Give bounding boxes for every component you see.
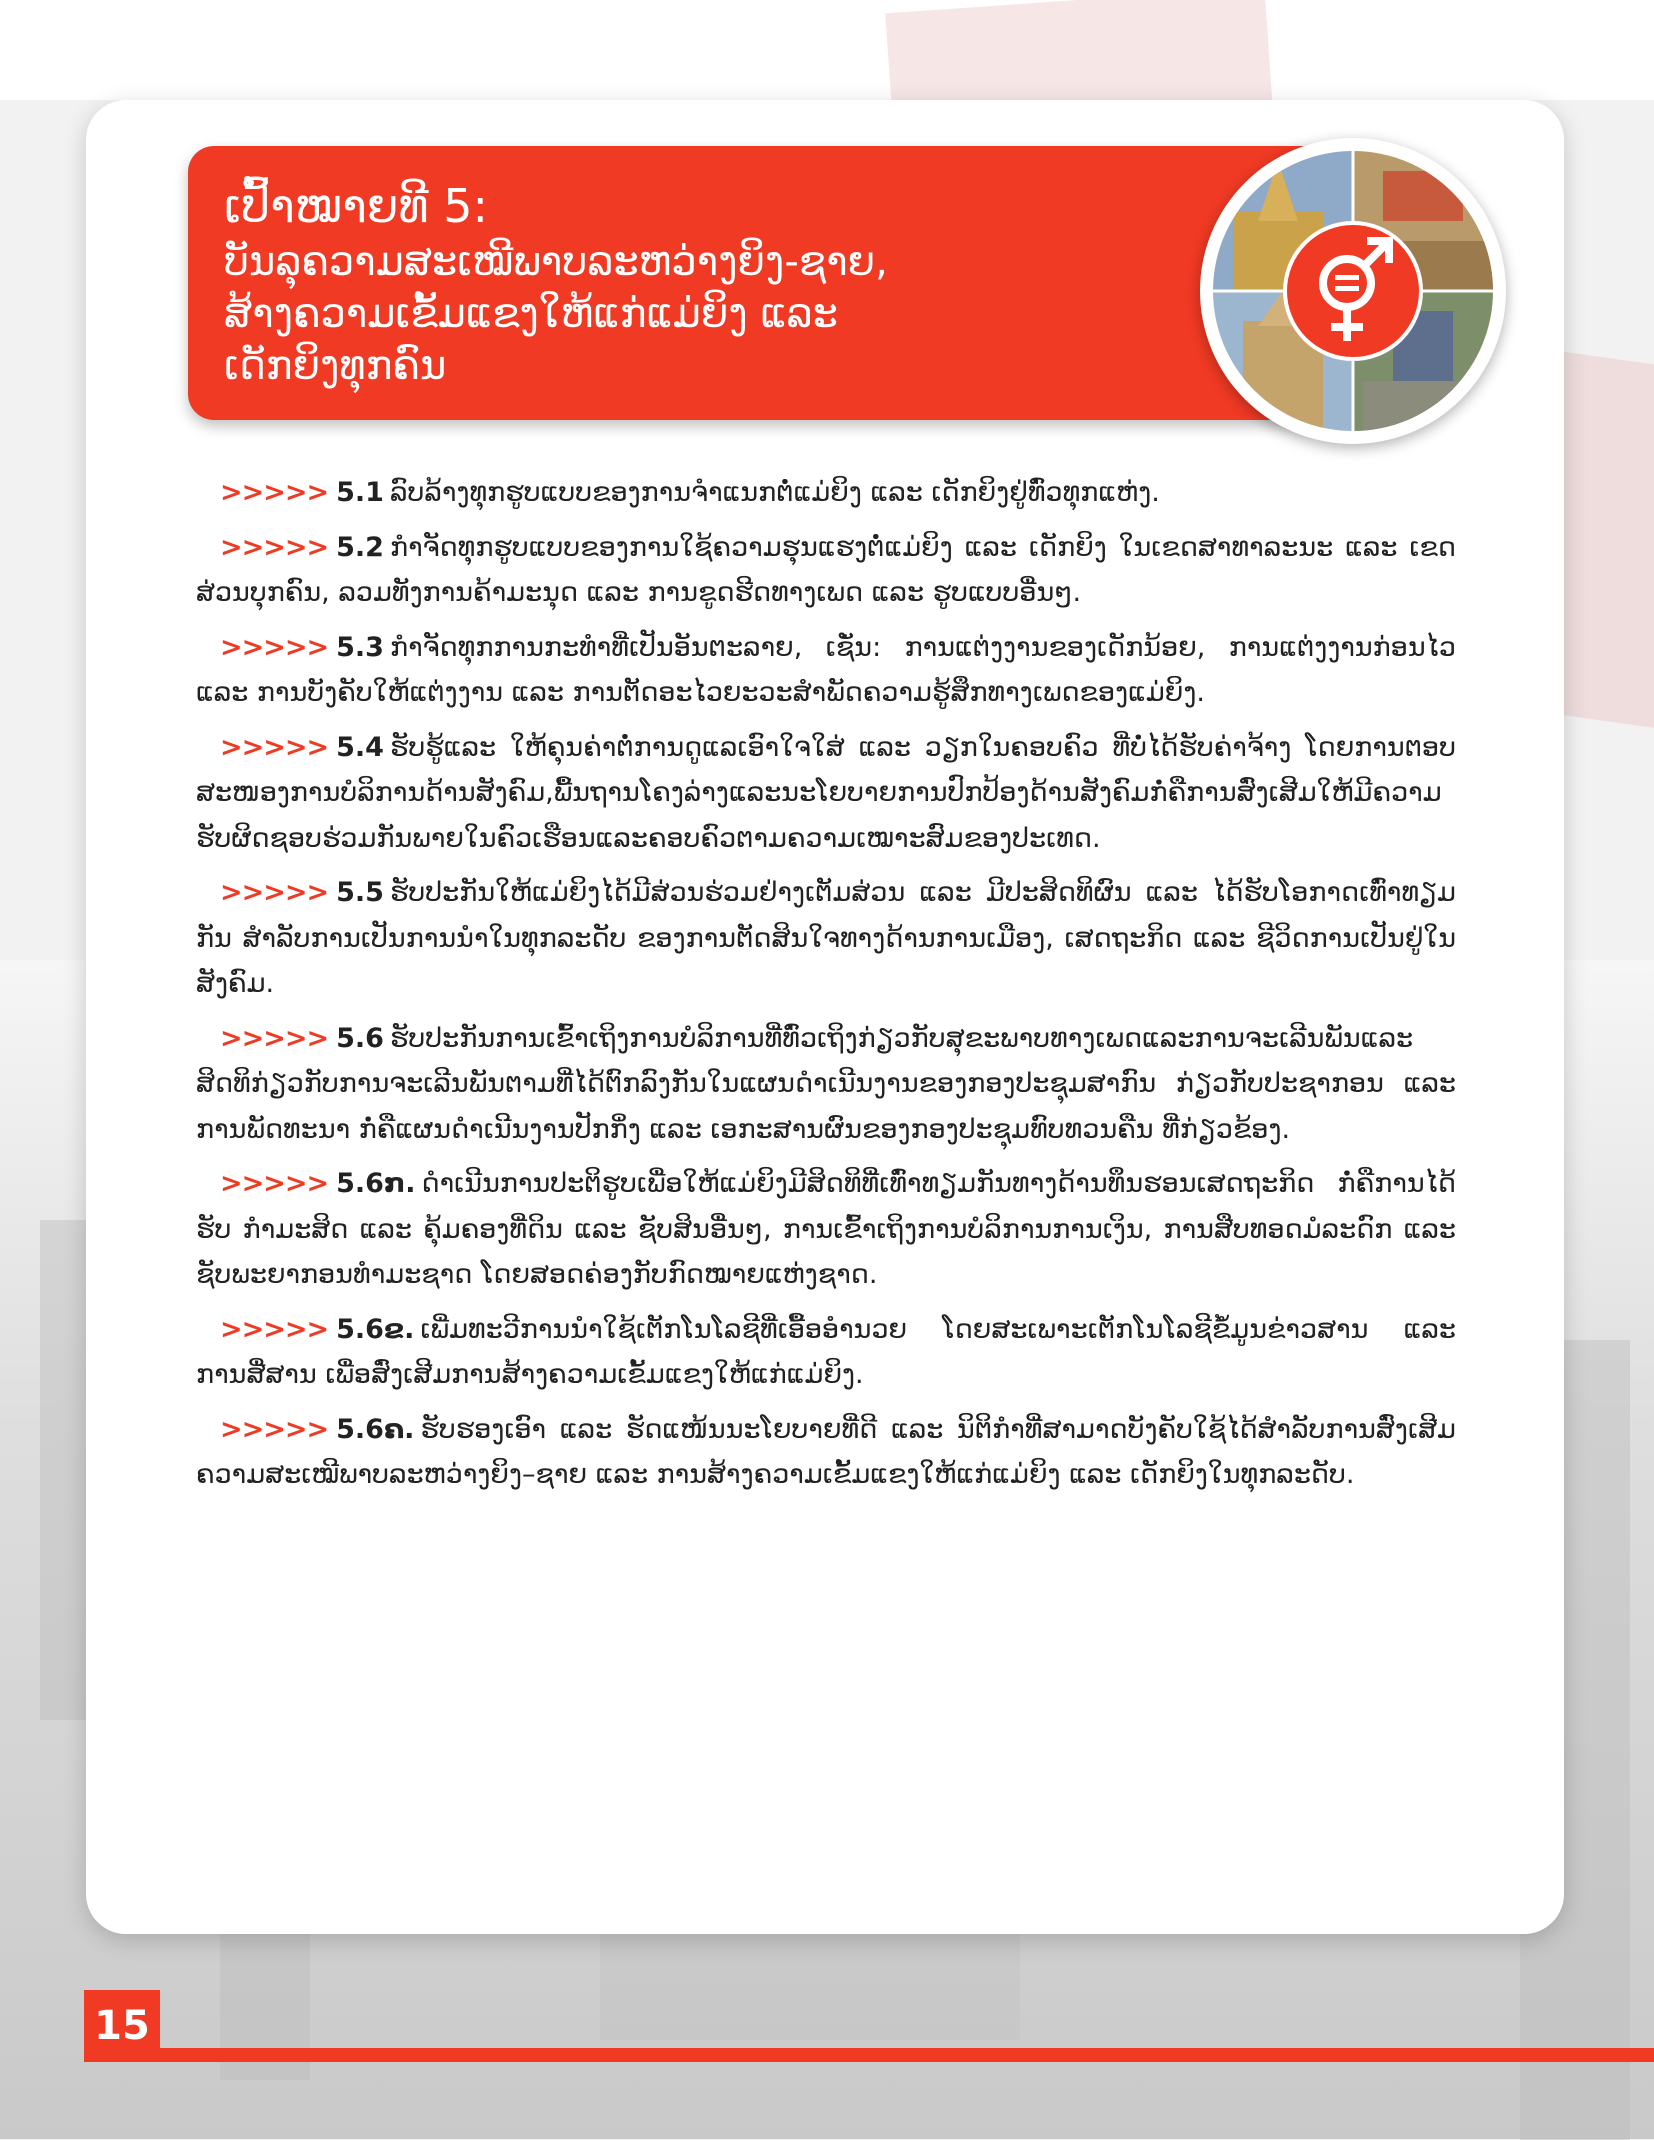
- target-item: [196, 870, 1456, 1007]
- target-text: ຮັບຮູ້ແລະ ໃຫ້ຄຸນຄ່າຕໍ່ການດູແລເອົາໃຈໃສ່ ແລະ ວຽກໃນຄອບຄົວ ທີ່ບໍ່ໄດ້ຮັບຄ່າຈ້າງ ໂດຍການຕອບສະໜອງການບໍລິການດ້ານສັງຄົມ,ພື້ນຖານໂຄງລ່າງແລະນະໂຍບາຍການປົກປ້ອງດ້ານສັງຄົມກໍ່ຄືການສົ່ງເສີມໃຫ້ມີຄວາມຮັບຜິດຊອບຮ່ວມກັນພາຍໃນຄົວເຮືອນແລະຄອບຄົວຕາມຄວາມເໝາະສົມຂອງປະເທດ.: [196, 731, 1456, 854]
- bullet-arrows-icon: >>>>>: [220, 1413, 329, 1445]
- bullet-arrows-icon: >>>>>: [220, 1022, 329, 1054]
- target-item: [196, 1407, 1456, 1498]
- bullet-arrows-icon: >>>>>: [220, 631, 329, 663]
- target-item: [196, 1161, 1456, 1298]
- target-text: ຮັບຮອງເອົາ ແລະ ຮັດແໜ້ນນະໂຍບາຍທີ່ດີ ແລະ ນິຕິກຳທີ່ສາມາດບັງຄັບໃຊ້ໄດ້ສຳລັບການສົ່ງເສີມຄວາມສະເໝີພາບລະຫວ່າງຍິງ–ຊາຍ ແລະ ການສ້າງຄວາມເຂັ້ມແຂງໃຫ້ແກ່ແມ່ຍິງ ແລະ ເດັກຍິງໃນທຸກລະດັບ.: [196, 1413, 1456, 1490]
- goal-subtitle-line: ເດັກຍິງທຸກຄົນ: [224, 343, 447, 389]
- goal-subtitle-line: ສ້າງຄວາມເຂັ້ມແຂງໃຫ້ແກ່ແມ່ຍິງ ແລະ: [224, 291, 838, 337]
- targets-list: [196, 470, 1456, 1507]
- target-item: [196, 725, 1456, 862]
- target-item: [196, 525, 1456, 616]
- target-number: 5.6ກ.: [336, 1168, 416, 1199]
- target-text: ລົບລ້າງທຸກຮູບແບບຂອງການຈຳແນກຕໍ່ແມ່ຍິງ ແລະ ເດັກຍິງຢູ່ທົ່ວທຸກແຫ່ງ.: [389, 477, 1160, 508]
- target-text: ດຳເນີນການປະຕິຮູບເພື່ອໃຫ້ແມ່ຍິງມີສິດທິທີ່ເທົ່າທຽມກັນທາງດ້ານທຶນຮອນເສດຖະກິດ ກໍ່ຄືການໄດ້ຮັບ ກຳມະສິດ ແລະ ຄຸ້ມຄອງທີ່ດິນ ແລະ ຊັບສິນອື່ນໆ, ການເຂົ້າເຖິງການບໍລິການການເງິນ, ການສືບທອດມໍລະດົກ ແລະ ຊັບພະຍາກອນທຳມະຊາດ ໂດຍສອດຄ່ອງກັບກົດໝາຍແຫ່ງຊາດ.: [196, 1168, 1456, 1290]
- footer-rule: [84, 2048, 1654, 2062]
- target-number: 5.5: [336, 877, 384, 908]
- target-number: 5.6: [336, 1022, 384, 1054]
- bullet-arrows-icon: >>>>>: [220, 1168, 329, 1199]
- bullet-arrows-icon: >>>>>: [220, 531, 329, 563]
- target-text: ເພີ່ມທະວີການນຳໃຊ້ເຕັກໂນໂລຊີທີ່ເອື້ອອຳນວຍ ໂດຍສະເພາະເຕັກໂນໂລຊີຂໍ້ມູນຂ່າວສານ ແລະ ການສື່ສານ ເພື່ອສົ່ງເສີມການສ້າງຄວາມເຂັ້ມແຂງໃຫ້ແກ່ແມ່ຍິງ.: [196, 1313, 1456, 1390]
- target-text: ກຳຈັດທຸກການກະທຳທີ່ເປັນອັນຕະລາຍ, ເຊັ່ນ: ການແຕ່ງງານຂອງເດັກນ້ອຍ, ການແຕ່ງງານກ່ອນໄວ ແລະ ການບັງຄັບໃຫ້ແຕ່ງງານ ແລະ ການຕັດອະໄວຍະວະສຳພັດຄວາມຮູ້ສຶກທາງເພດຂອງແມ່ຍິງ.: [196, 631, 1456, 708]
- page-number: 15: [84, 1990, 160, 2062]
- bullet-arrows-icon: >>>>>: [220, 477, 329, 508]
- target-number: 5.6ຄ.: [336, 1413, 415, 1445]
- target-number: 5.2: [336, 531, 384, 563]
- bullet-arrows-icon: >>>>>: [220, 1313, 329, 1345]
- target-number: 5.6ຂ.: [336, 1313, 415, 1345]
- target-item: [196, 625, 1456, 716]
- goal-subtitle-line: ບັນລຸຄວາມສະເໝີພາບລະຫວ່າງຍິງ-ຊາຍ,: [224, 239, 888, 285]
- target-item: [196, 1016, 1456, 1153]
- goal-banner: [188, 146, 1328, 420]
- target-number: 5.3: [336, 631, 384, 663]
- target-text: ຮັບປະກັນການເຂົ້າເຖິງການບໍລິການທີ່ທົ່ວເຖິງກ່ຽວກັບສຸຂະພາບທາງເພດແລະການຈະເລີນພັນແລະສິດທິກ່ຽວກັບການຈະເລີນພັນຕາມທີ່ໄດ້ຕົກລົງກັນໃນແຜນດຳເນີນງານຂອງກອງປະຊຸມສາກົນ ກ່ຽວກັບປະຊາກອນ ແລະ ການພັດທະນາ ກໍ່ຄືແຜນດຳເນີນງານປັກກິ່ງ ແລະ ເອກະສານຜົນຂອງກອງປະຊຸມທົບທວນຄືນ ທີ່ກ່ຽວຂ້ອງ.: [196, 1022, 1456, 1145]
- bullet-arrows-icon: >>>>>: [220, 731, 329, 763]
- page-top-band: [0, 0, 1654, 100]
- bullet-arrows-icon: >>>>>: [220, 877, 329, 908]
- target-number: 5.1: [336, 477, 384, 508]
- gender-equality-icon: [1283, 221, 1423, 361]
- target-item: [196, 470, 1456, 516]
- goal-title: ເປົ້າໝາຍທີ 5:: [224, 179, 489, 233]
- goal-emblem: [1200, 138, 1506, 444]
- target-item: [196, 1307, 1456, 1398]
- target-number: 5.4: [336, 731, 384, 763]
- target-text: ກຳຈັດທຸກຮູບແບບຂອງການໃຊ້ຄວາມຮຸນແຮງຕໍ່ແມ່ຍິງ ແລະ ເດັກຍິງ ໃນເຂດສາທາລະນະ ແລະ ເຂດສ່ວນບຸກຄົນ, ລວມທັງການຄ້າມະນຸດ ແລະ ການຂູດຮີດທາງເພດ ແລະ ຮູບແບບອື່ນໆ.: [196, 531, 1456, 608]
- target-text: ຮັບປະກັນໃຫ້ແມ່ຍິງໄດ້ມີສ່ວນຮ່ວມຢ່າງເຕັມສ່ວນ ແລະ ມີປະສິດທິຜົນ ແລະ ໄດ້ຮັບໂອກາດເທົ່າທຽມກັນ ສຳລັບການເປັນການນຳໃນທຸກລະດັບ ຂອງການຕັດສິນໃຈທາງດ້ານການເມືອງ, ເສດຖະກິດ ແລະ ຊີວິດການເປັນຢູ່ໃນສັງຄົມ.: [196, 877, 1456, 999]
